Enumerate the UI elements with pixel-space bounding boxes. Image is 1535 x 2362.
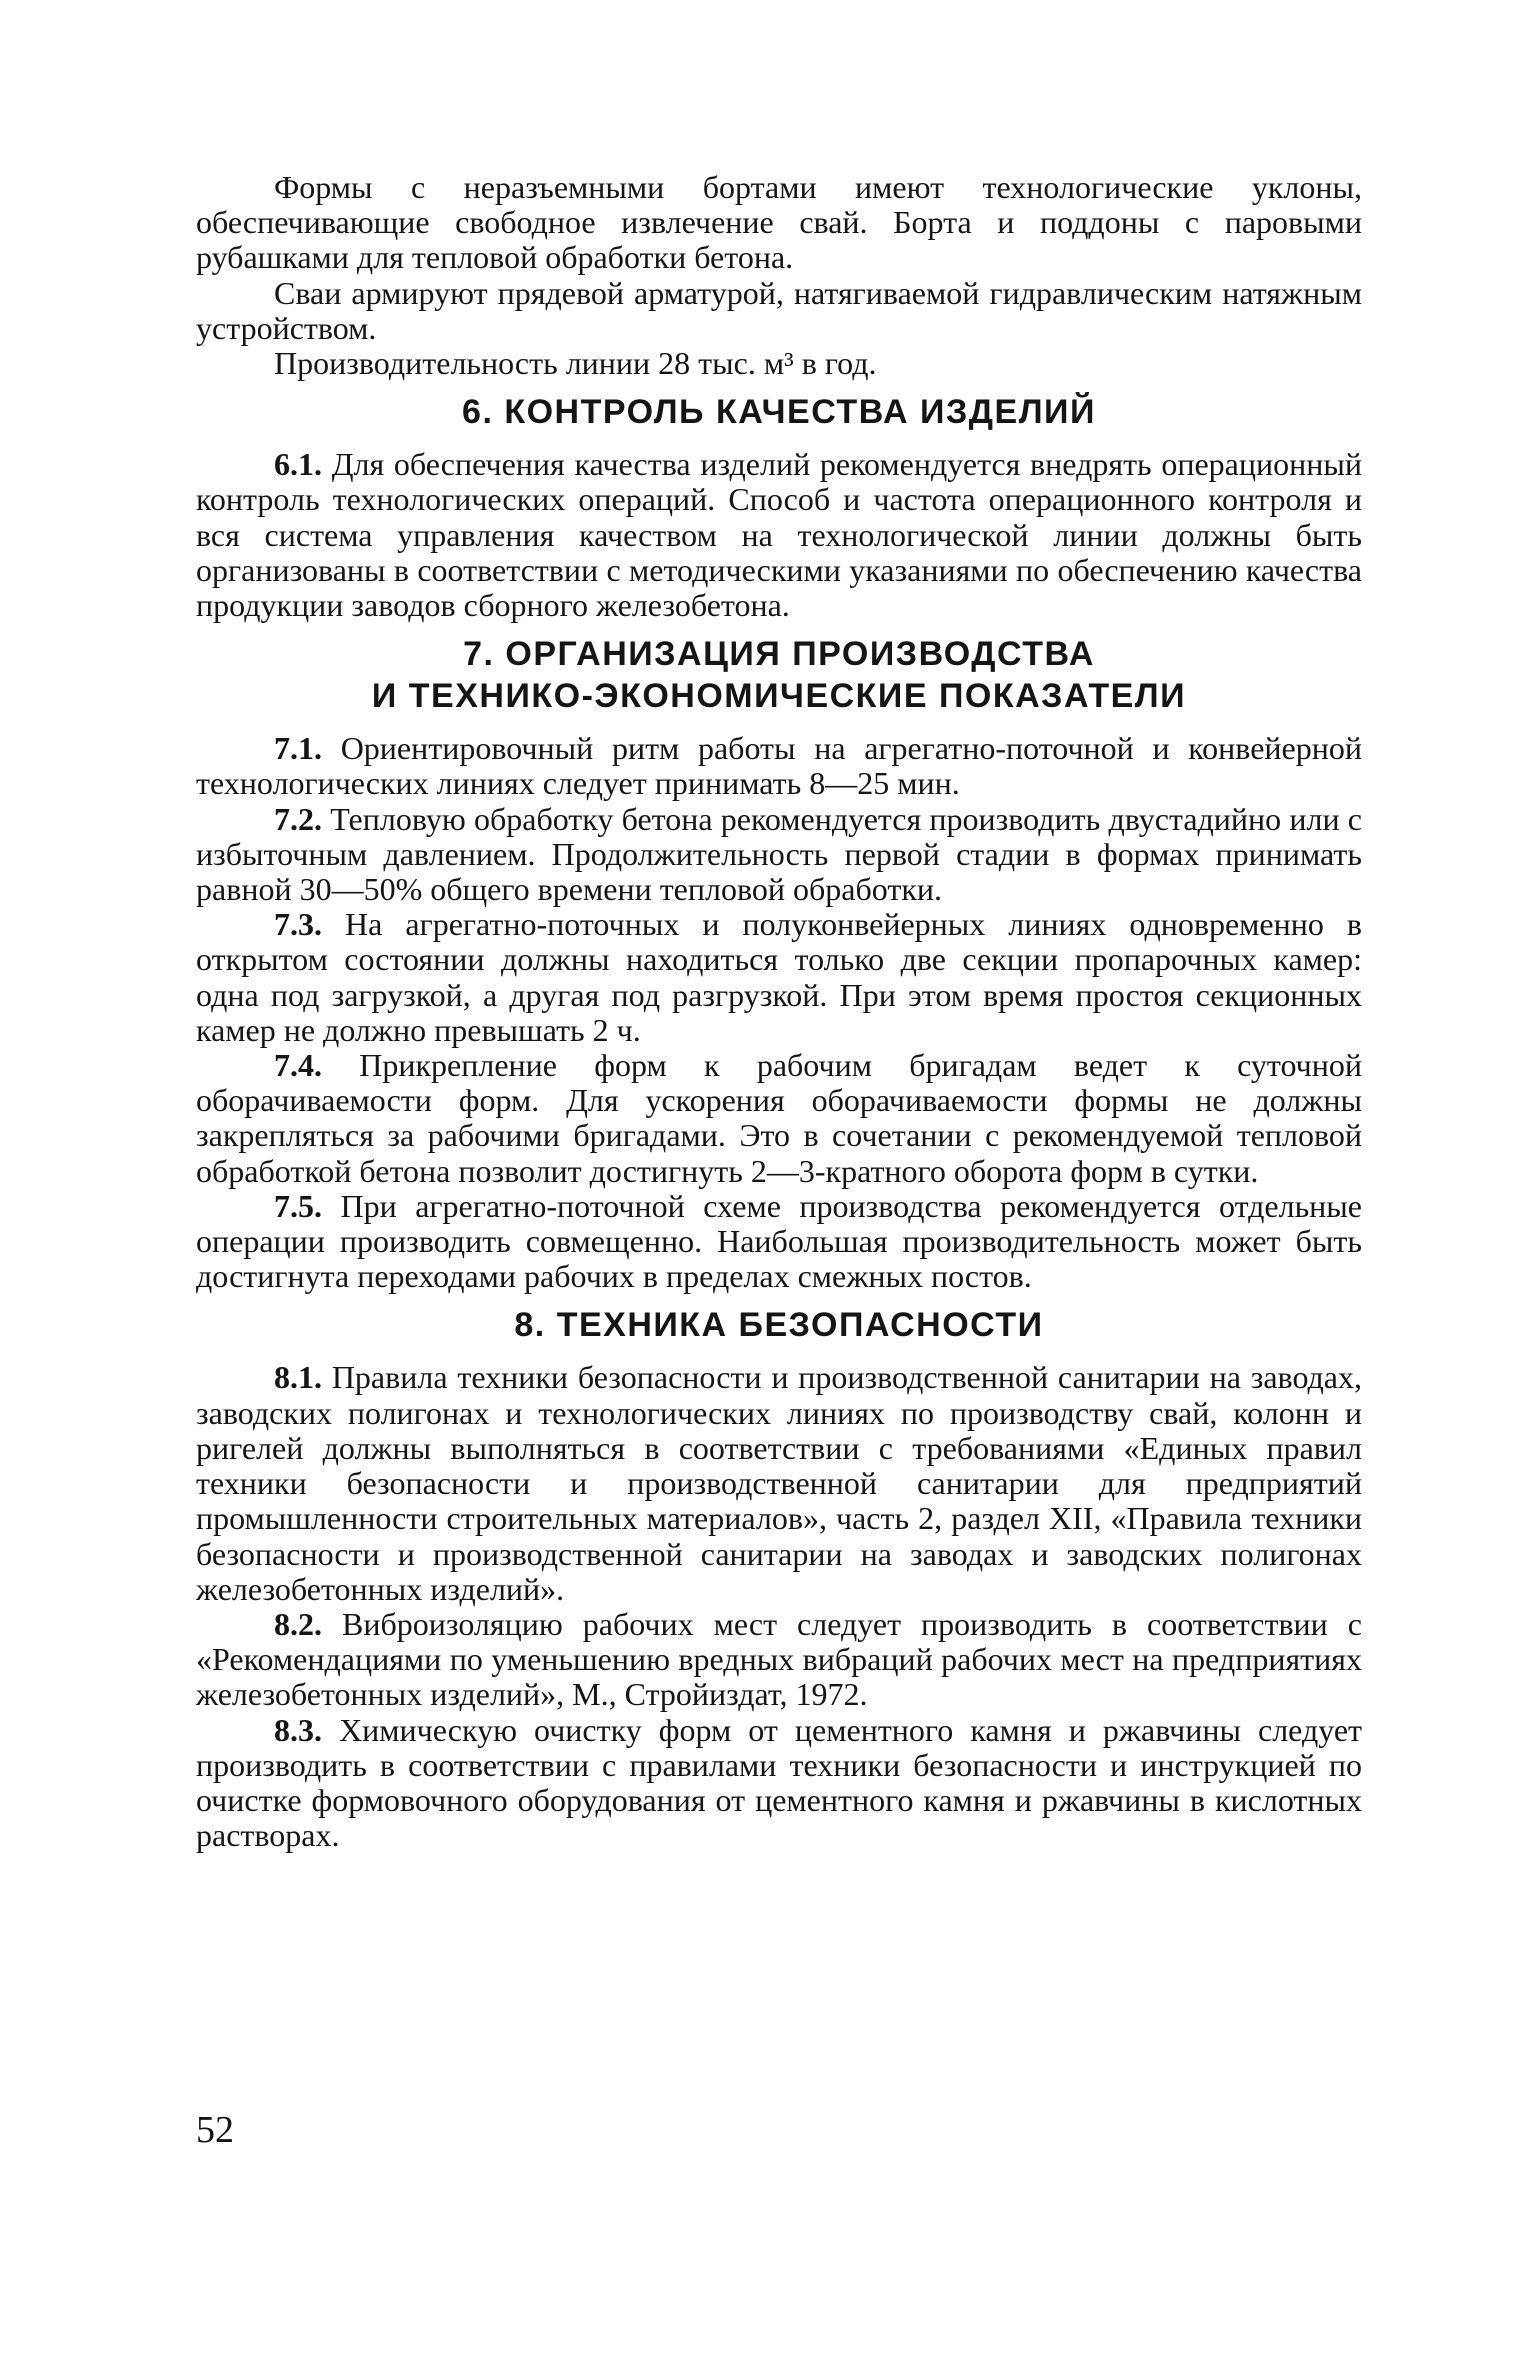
intro-paragraph-2: Сваи армируют прядевой арматурой, натягиваемой гидравлическим натяжным устройством. <box>196 274 1362 346</box>
intro-paragraph-1: Формы с неразъемными бортами имеют технологические уклоны, обеспечивающие свободное извлечение свай. Борта и поддоны с паровыми рубашками для тепловой обработки бетона. <box>196 169 1362 276</box>
clause-text: Для обеспечения качества изделий рекомендуется внедрять операционный контроль технологических операций. Способ и частота операционного контроля и вся система управления качеством на технологической линии должны быть организованы в соответствии с методическими указаниями по обеспечению качества продукции заводов сборного железобетона. <box>196 446 1363 624</box>
clause-number: 8.2. <box>274 1605 322 1642</box>
clause-7-2 <box>196 802 1362 908</box>
clause-8-3 <box>196 1713 1362 1854</box>
intro-paragraph-3: Производительность линии 28 тыс. м³ в год. <box>274 345 877 382</box>
clause-8-1 <box>196 1360 1362 1606</box>
section-8-title: 8. ТЕХНИКА БЕЗОПАСНОСТИ <box>514 1306 1044 1345</box>
clause-number: 7.3. <box>274 906 322 943</box>
clause-7-1 <box>196 731 1362 801</box>
clause-text: Правила техники безопасности и производственной санитарии на заводах, заводских полигонах и технологических линиях по производству свай, колонн и ригелей должны выполняться в соответствии с требованиями «Единых правил техники безопасности и производственной санитарии для предприятий промышленности строительных материалов», часть 2, раздел XII, «Правила техники безопасности и производственной санитарии на заводах и заводских полигонах железобетонных изделий». <box>196 1359 1363 1607</box>
clause-number: 7.2. <box>274 800 322 837</box>
clause-number: 7.1. <box>274 730 322 767</box>
clause-text: Ориентировочный ритм работы на агрегатно-поточной и конвейерной технологических линиях следует принимать 8—25 мин. <box>196 730 1363 802</box>
page-number: 52 <box>196 2109 234 2151</box>
clause-number: 7.5. <box>274 1187 322 1224</box>
clause-7-5 <box>196 1189 1362 1295</box>
document-page <box>196 170 1362 1853</box>
section-6-title: 6. КОНТРОЛЬ КАЧЕСТВА ИЗДЕЛИЙ <box>462 393 1096 432</box>
clause-number: 6.1. <box>274 446 322 483</box>
clause-text: Прикрепление форм к рабочим бригадам ведет к суточной оборачиваемости форм. Для ускорения оборачиваемости формы не должны закрепляться за рабочими бригадами. Это в сочетании с рекомендуемой тепловой обработкой бетона позволит достигнуть 2—3-кратного оборота форм в сутки. <box>196 1047 1363 1189</box>
section-7-title-line-2: И ТЕХНИКО-ЭКОНОМИЧЕСКИЕ ПОКАЗАТЕЛИ <box>371 677 1187 716</box>
section-7-heading <box>196 633 1362 717</box>
clause-number: 8.3. <box>274 1711 322 1748</box>
section-8-heading <box>196 1304 1362 1346</box>
clause-6-1 <box>196 447 1362 623</box>
clause-text: На агрегатно-поточных и полуконвейерных линиях одновременно в открытом состоянии должны находиться только две секции пропарочных камер: одна под загрузкой, а другая под разгрузкой. При этом время простоя секционных камер не должно превышать 2 ч. <box>196 906 1363 1048</box>
clause-number: 8.1. <box>274 1359 322 1396</box>
clause-8-2 <box>196 1607 1362 1713</box>
clause-text: Виброизоляцию рабочих мест следует производить в соответствии с «Рекомендациями по уменьшению вредных вибраций рабочих мест на предприятиях железобетонных изделий», М., Стройиздат, 1972. <box>196 1605 1363 1713</box>
clause-text: Тепловую обработку бетона рекомендуется производить двустадийно или с избыточным давлением. Продолжительность первой стадии в формах принимать равной 30—50% общего времени тепловой обработки. <box>196 800 1362 908</box>
clause-text: Химическую очистку форм от цементного камня и ржавчины следует производить в соответствии с правилами техники безопасности и инструкцией по очистке формовочного оборудования от цементного камня и ржавчины в кислотных растворах. <box>196 1711 1363 1854</box>
clause-7-3 <box>196 907 1362 1048</box>
section-7-title-line-1: 7. ОРГАНИЗАЦИЯ ПРОИЗВОДСТВА <box>463 635 1095 674</box>
clause-number: 7.4. <box>274 1047 322 1084</box>
section-6-heading <box>196 391 1362 433</box>
clause-text: При агрегатно-поточной схеме производства рекомендуется отдельные операции производить совмещенно. Наибольшая производительность может быть достигнута переходами рабочих в пределах смежных постов. <box>196 1187 1363 1295</box>
clause-7-4 <box>196 1048 1362 1189</box>
